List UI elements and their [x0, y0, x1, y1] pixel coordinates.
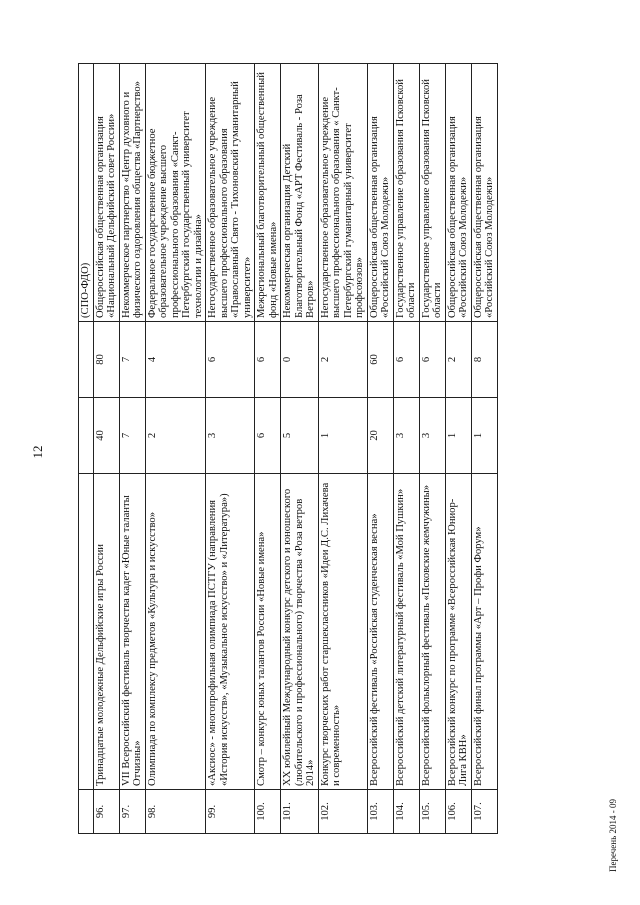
event-name-cell: VII Всероссийский фестиваль творчества кадет «Юные таланты Отчизны»	[119, 474, 145, 790]
row-number-cell	[79, 790, 94, 834]
event-name-cell: Всероссийский финал программы «Арт – Профи Форум»	[471, 474, 497, 790]
quota-b-cell: 6	[255, 322, 281, 398]
row-number-cell: 103.	[367, 790, 393, 834]
quota-a-cell: 3	[393, 398, 419, 474]
organizer-cell: Общероссийская общественная организация «Национальный Дельфийский совет России»	[93, 64, 119, 322]
organizer-cell: Государственное управление образования Псковской области	[419, 64, 445, 322]
quota-b-cell	[79, 322, 94, 398]
event-name-cell: Олимпиада по комплексу предметов «Культура и искусство»	[145, 474, 206, 790]
event-name-cell: Тринадцатые молодежные Дельфийские игры России	[93, 474, 119, 790]
row-number-cell: 106.	[445, 790, 471, 834]
organizer-cell: Некоммерческая организация Детский Благотворительный Фонд «АРТ Фестиваль - Роза Ветров»	[281, 64, 319, 322]
quota-a-cell: 6	[255, 398, 281, 474]
olympiad-table	[78, 63, 498, 834]
event-name-cell: Всероссийский фестиваль «Российская студенческая весна»	[367, 474, 393, 790]
row-number-cell: 96.	[93, 790, 119, 834]
table-row	[79, 64, 94, 834]
organizer-cell: Некоммерческое партнерство «Центр духовного и физического оздоровления общества «Партнерство»	[119, 64, 145, 322]
event-name-cell: Всероссийский фольклорный фестиваль «Псковские жемчужины»	[419, 474, 445, 790]
table-row	[445, 64, 471, 834]
row-number-cell: 107.	[471, 790, 497, 834]
row-number-cell: 99.	[206, 790, 255, 834]
quota-b-cell: 0	[281, 322, 319, 398]
quota-b-cell: 2	[445, 322, 471, 398]
footer-document-code: Перечень 2014 - 09	[608, 799, 618, 872]
organizer-cell: Общероссийская общественная организация «Российский Союз Молодежи»	[445, 64, 471, 322]
event-name-cell: XX юбилейный Международный конкурс детского и юношеского (любительского и профессионального) творчества «Роза ветров 2014»	[281, 474, 319, 790]
row-number-cell: 100.	[255, 790, 281, 834]
quota-a-cell: 5	[281, 398, 319, 474]
quota-a-cell: 1	[471, 398, 497, 474]
quota-a-cell	[79, 398, 94, 474]
quota-b-cell: 80	[93, 322, 119, 398]
row-number-cell: 97.	[119, 790, 145, 834]
row-number-cell: 105.	[419, 790, 445, 834]
row-number-cell: 101.	[281, 790, 319, 834]
table-row	[206, 64, 255, 834]
organizer-cell: Негосударственное образовательное учреждение высшего профессионального образования «Православный Свято - Тихоновский гуманитарный университет»	[206, 64, 255, 322]
row-number-cell: 102.	[318, 790, 367, 834]
organizer-cell: Федеральное государственное бюджетное образовательное учреждение высшего профессионального образования «Санкт-Петербургский государственный университет технологии и дизайна»	[145, 64, 206, 322]
table-row	[119, 64, 145, 834]
quota-a-cell: 1	[445, 398, 471, 474]
quota-b-cell: 6	[393, 322, 419, 398]
table-row	[93, 64, 119, 834]
quota-a-cell: 40	[93, 398, 119, 474]
event-name-cell: Всероссийский конкурс по программе «Всероссийская Юниор-Лига КВН»	[445, 474, 471, 790]
quota-b-cell: 6	[206, 322, 255, 398]
quota-a-cell: 3	[206, 398, 255, 474]
table-row	[255, 64, 281, 834]
event-name-cell: Всероссийский детский литературный фестиваль «Мой Пушкин»	[393, 474, 419, 790]
rotated-page	[20, 22, 620, 882]
event-name-cell: Смотр – конкурс юных талантов России «Новые имена»	[255, 474, 281, 790]
quota-b-cell: 8	[471, 322, 497, 398]
quota-a-cell: 20	[367, 398, 393, 474]
table-row	[318, 64, 367, 834]
organizer-cell: Межрегиональный благотворительный общественный фонд «Новые имена»	[255, 64, 281, 322]
quota-a-cell: 7	[119, 398, 145, 474]
table-row	[471, 64, 497, 834]
quota-b-cell: 6	[419, 322, 445, 398]
table-row	[367, 64, 393, 834]
quota-b-cell: 60	[367, 322, 393, 398]
organizer-cell: Государственное управление образования Псковской области	[393, 64, 419, 322]
page-number: 12	[30, 445, 45, 459]
event-name-cell	[79, 474, 94, 790]
organizer-cell: (СПО-ФДО)	[79, 64, 94, 322]
quota-a-cell: 1	[318, 398, 367, 474]
organizer-cell: Негосударственное образовательное учреждение высшего профессионального образования « Санкт-Петербургский гуманитарный университет профсоюзов»	[318, 64, 367, 322]
quota-b-cell: 4	[145, 322, 206, 398]
table-row	[419, 64, 445, 834]
organizer-cell: Общероссийская общественная организация «Российский Союз Молодежи»	[367, 64, 393, 322]
event-name-cell: «Аксиос» - многопрофильная олимпиада ПСТГУ (направления «История искусств», «Музыкальное искусство» и «Литература»)	[206, 474, 255, 790]
quota-b-cell: 2	[318, 322, 367, 398]
table-row	[145, 64, 206, 834]
quota-a-cell: 2	[145, 398, 206, 474]
row-number-cell: 104.	[393, 790, 419, 834]
event-name-cell: Конкурс творческих работ старшеклассников «Идеи Д.С. Лихачева и современность»	[318, 474, 367, 790]
row-number-cell: 98.	[145, 790, 206, 834]
table-row	[281, 64, 319, 834]
organizer-cell: Общероссийская общественная организация «Российский Союз Молодежи»	[471, 64, 497, 322]
quota-b-cell: 7	[119, 322, 145, 398]
quota-a-cell: 3	[419, 398, 445, 474]
table-row	[393, 64, 419, 834]
